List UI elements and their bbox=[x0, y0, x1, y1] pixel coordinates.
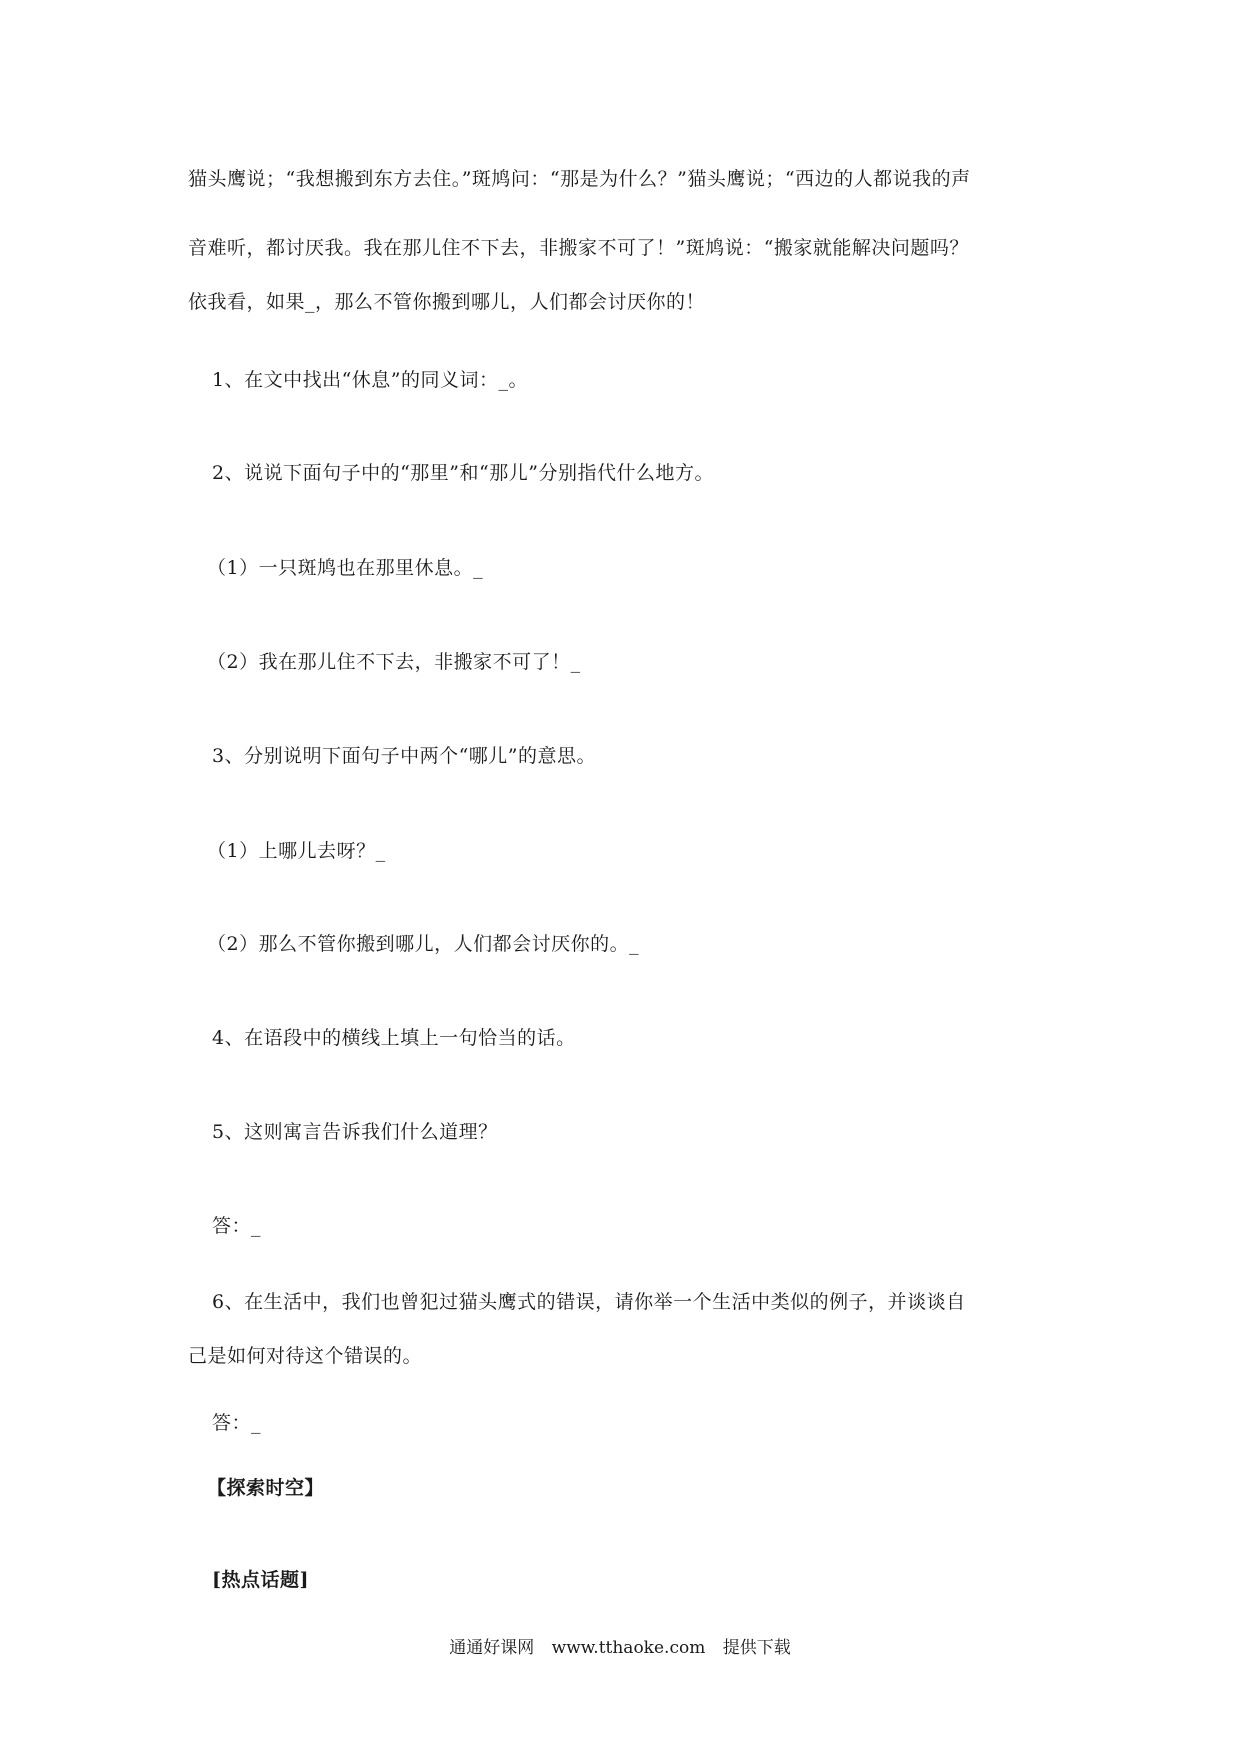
question-5-answer: 答：_ bbox=[212, 1215, 262, 1237]
section-heading-hot-topic: [热点话题] bbox=[212, 1569, 309, 1591]
question-5: 5、这则寓言告诉我们什么道理？ bbox=[212, 1121, 498, 1143]
question-3-item-2: （2）那么不管你搬到哪儿，人们都会讨厌你的。_ bbox=[207, 933, 640, 955]
question-2-item-1: （1）一只斑鸠也在那里休息。_ bbox=[207, 557, 484, 579]
question-2: 2、说说下面句子中的“那里”和“那儿”分别指代什么地方。 bbox=[212, 462, 714, 484]
question-3-item-1: （1）上哪儿去呀？_ bbox=[207, 840, 386, 862]
section-heading-explore: 【探索时空】 bbox=[207, 1477, 325, 1499]
footer-site-name: 通通好课网 bbox=[449, 1638, 535, 1658]
page-footer bbox=[0, 1636, 1240, 1660]
question-2-item-2: （2）我在那儿住不下去，非搬家不可了！_ bbox=[207, 651, 581, 673]
passage-line-3: 依我看，如果_，那么不管你搬到哪儿，人们都会讨厌你的！ bbox=[188, 291, 706, 313]
passage-line-1: 猫头鹰说；“我想搬到东方去住。”斑鸠问：“那是为什么？”猫头鹰说；“西边的人都说我的声 bbox=[188, 168, 971, 190]
question-6-line-1: 6、在生活中，我们也曾犯过猫头鹰式的错误，请你举一个生活中类似的例子，并谈谈自 bbox=[212, 1291, 966, 1313]
question-6-answer: 答：_ bbox=[212, 1412, 262, 1434]
question-4: 4、在语段中的横线上填上一句恰当的话。 bbox=[212, 1027, 576, 1049]
passage-line-2: 音难听，都讨厌我。我在那儿住不下去，非搬家不可了！”斑鸠说：“搬家就能解决问题吗？ bbox=[188, 237, 969, 259]
footer-url[interactable]: www.tthaoke.com bbox=[551, 1638, 706, 1658]
question-6-line-2: 己是如何对待这个错误的。 bbox=[188, 1345, 423, 1367]
question-1: 1、在文中找出“休息”的同义词：_。 bbox=[212, 369, 529, 391]
question-3: 3、分别说明下面句子中两个“哪儿”的意思。 bbox=[212, 745, 597, 767]
footer-suffix: 提供下载 bbox=[722, 1638, 791, 1658]
